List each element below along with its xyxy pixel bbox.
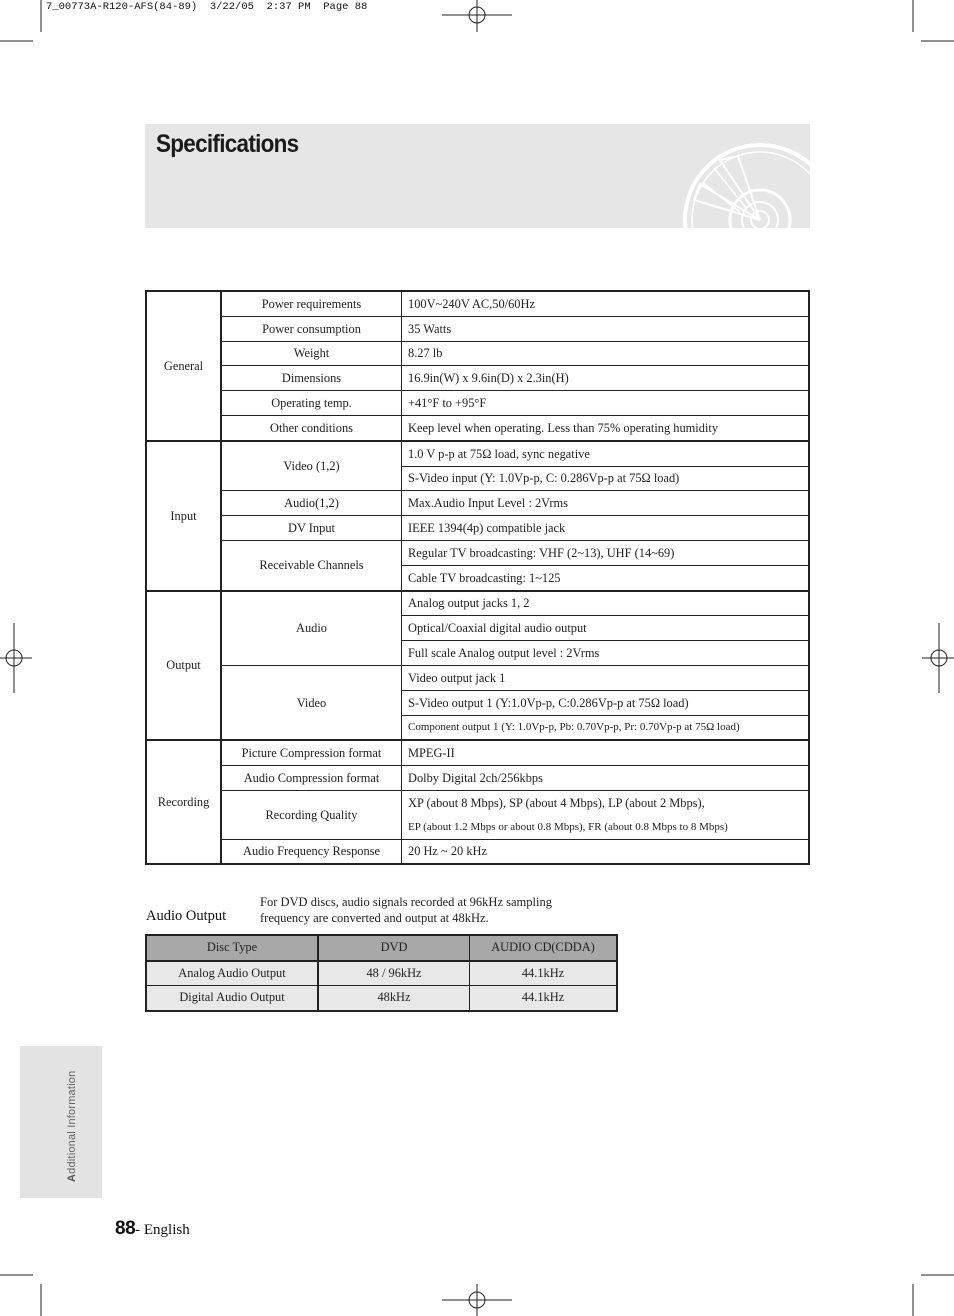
table-cell: 44.1kHz <box>470 961 618 986</box>
table-row <box>146 766 809 791</box>
category-general: General <box>146 291 221 441</box>
side-label-rest: dditional Information <box>66 1070 78 1174</box>
spec-label: DV Input <box>221 516 402 541</box>
spec-value: Optical/Coaxial digital audio output <box>402 616 810 641</box>
spec-value: 35 Watts <box>402 316 810 341</box>
section-side-tab <box>20 1046 102 1198</box>
table-header-row <box>146 935 617 961</box>
spec-value: Video output jack 1 <box>402 665 810 690</box>
table-row <box>146 366 809 391</box>
table-row <box>146 441 809 466</box>
spec-label: Power consumption <box>221 316 402 341</box>
print-slug: 7_00773A-R120-AFS(84-89) 3/22/05 2:37 PM Page 88 <box>46 1 368 13</box>
spec-value: 8.27 lb <box>402 341 810 366</box>
page-title: Specifications <box>156 130 299 158</box>
spec-label: Other conditions <box>221 415 402 440</box>
spec-value: IEEE 1394(4p) compatible jack <box>402 516 810 541</box>
disc-icon <box>680 142 810 228</box>
header-band <box>145 124 810 228</box>
spec-value: S-Video input (Y: 1.0Vp-p, C: 0.286Vp-p at 75Ω load) <box>402 466 810 491</box>
table-row <box>146 291 809 316</box>
table-row <box>146 591 809 616</box>
table-row <box>146 665 809 690</box>
page-footer <box>115 1218 190 1240</box>
spec-value: XP (about 8 Mbps), SP (about 4 Mbps), LP (about 2 Mbps), <box>402 790 810 814</box>
spec-label: Power requirements <box>221 291 402 316</box>
spec-value: 1.0 V p-p at 75Ω load, sync negative <box>402 441 810 466</box>
spec-label: Audio Compression format <box>221 766 402 791</box>
spec-label: Recording Quality <box>221 790 402 839</box>
spec-value: MPEG-II <box>402 740 810 765</box>
table-row <box>146 986 617 1011</box>
spec-label: Audio <box>221 591 402 666</box>
footer-language: - English <box>135 1222 190 1238</box>
table-cell: 48 / 96kHz <box>318 961 470 986</box>
spec-value: Keep level when operating. Less than 75% operating humidity <box>402 415 810 440</box>
spec-label: Receivable Channels <box>221 540 402 590</box>
category-output: Output <box>146 591 221 741</box>
table-row <box>146 516 809 541</box>
spec-label: Audio Frequency Response <box>221 839 402 864</box>
audio-output-table <box>145 934 618 1012</box>
audio-output-description: For DVD discs, audio signals recorded at 96kHz sampling frequency are converted and output at 48kHz. <box>260 895 552 925</box>
audio-output-heading: Audio Output <box>146 908 227 924</box>
spec-value: Full scale Analog output level : 2Vrms <box>402 641 810 666</box>
spec-label: Dimensions <box>221 366 402 391</box>
table-row <box>146 491 809 516</box>
spec-label: Picture Compression format <box>221 740 402 765</box>
spec-label: Audio(1,2) <box>221 491 402 516</box>
table-row <box>146 839 809 864</box>
table-row <box>146 540 809 565</box>
spec-value: S-Video output 1 (Y:1.0Vp-p, C:0.286Vp-p at 75Ω load) <box>402 690 810 715</box>
table-row <box>146 341 809 366</box>
page-number: 88 <box>115 1218 136 1239</box>
spec-value: 100V~240V AC,50/60Hz <box>402 291 810 316</box>
spec-label: Video <box>221 665 402 740</box>
column-header: DVD <box>318 935 470 961</box>
column-header: Disc Type <box>146 935 318 961</box>
spec-value: Cable TV broadcasting: 1~125 <box>402 565 810 590</box>
table-row <box>146 961 617 986</box>
table-row <box>146 415 809 440</box>
spec-value: +41°F to +95°F <box>402 391 810 416</box>
spec-value: 16.9in(W) x 9.6in(D) x 2.3in(H) <box>402 366 810 391</box>
table-row <box>146 391 809 416</box>
spec-value: Max.Audio Input Level : 2Vrms <box>402 491 810 516</box>
spec-label: Operating temp. <box>221 391 402 416</box>
category-recording: Recording <box>146 740 221 864</box>
column-header: AUDIO CD(CDDA) <box>470 935 618 961</box>
table-row <box>146 740 809 765</box>
spec-value: Regular TV broadcasting: VHF (2~13), UHF (14~69) <box>402 540 810 565</box>
table-cell: 48kHz <box>318 986 470 1011</box>
spec-value: Dolby Digital 2ch/256kbps <box>402 766 810 791</box>
table-row <box>146 790 809 814</box>
spec-label: Weight <box>221 341 402 366</box>
table-cell: Analog Audio Output <box>146 961 318 986</box>
table-cell: Digital Audio Output <box>146 986 318 1011</box>
table-cell: 44.1kHz <box>470 986 618 1011</box>
spec-value: 20 Hz ~ 20 kHz <box>402 839 810 864</box>
section-side-label <box>66 1071 78 1182</box>
table-row <box>146 316 809 341</box>
spec-label: Video (1,2) <box>221 441 402 491</box>
specifications-table <box>145 290 810 865</box>
spec-value: EP (about 1.2 Mbps or about 0.8 Mbps), FR (about 0.8 Mbps to 8 Mbps) <box>402 815 810 839</box>
spec-value: Component output 1 (Y: 1.0Vp-p, Pb: 0.70Vp-p, Pr: 0.70Vp-p at 75Ω load) <box>402 715 810 740</box>
side-label-initial: A <box>66 1173 78 1182</box>
category-input: Input <box>146 441 221 591</box>
spec-value: Analog output jacks 1, 2 <box>402 591 810 616</box>
